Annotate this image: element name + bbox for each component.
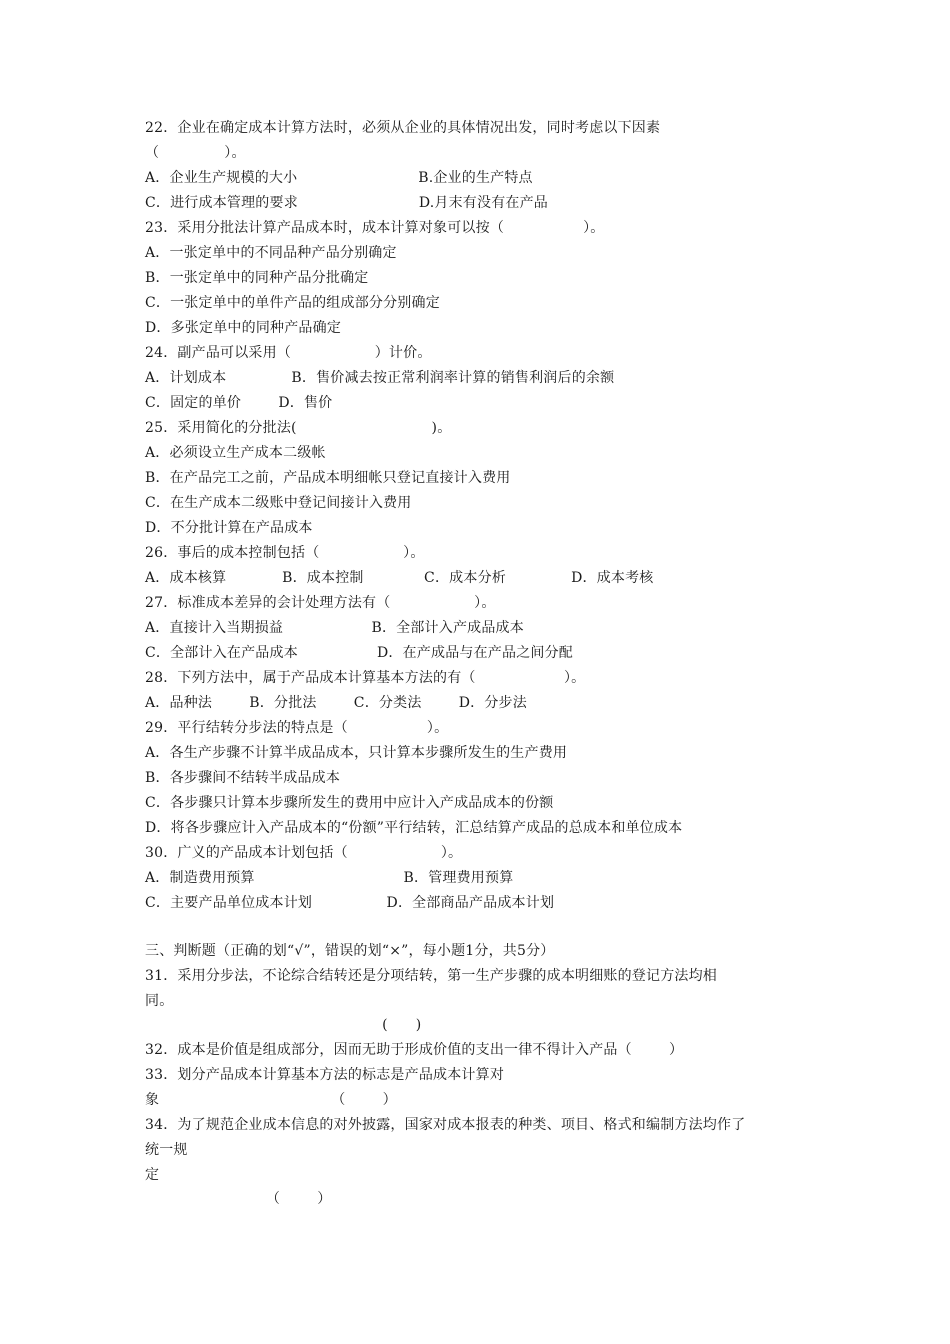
q24-options-ab: A．计划成本 B．售价减去按正常利润率计算的销售利润后的余额 xyxy=(145,370,615,386)
q30-options-cd: C．主要产品单位成本计划 D．全部商品产品成本计划 xyxy=(145,895,555,911)
q23-option-c: C．一张定单中的单件产品的组成部分分别确定 xyxy=(145,295,440,311)
q32-stem: 32．成本是价值是组成部分，因而无助于形成价值的支出一律不得计入产品（ ） xyxy=(145,1042,684,1058)
q24-options-cd: C．固定的单价 D．售价 xyxy=(145,395,333,411)
q34-answer-blank: （ ） xyxy=(145,1191,332,1207)
q23-stem: 23．采用分批法计算产品成本时，成本计算对象可以按（ ）。 xyxy=(145,220,605,236)
q23-option-d: D．多张定单中的同种产品确定 xyxy=(145,320,342,336)
q27-options-ab: A．直接计入当期损益 B．全部计入产成品成本 xyxy=(145,620,524,636)
q25-option-d: D．不分批计算在产品成本 xyxy=(145,520,313,536)
q24-stem: 24．副产品可以采用（ ）计价。 xyxy=(145,345,432,361)
q30-options-ab: A．制造费用预算 B．管理费用预算 xyxy=(145,870,514,886)
q29-stem: 29．平行结转分步法的特点是（ ）。 xyxy=(145,720,449,736)
q29-option-c: C．各步骤只计算本步骤所发生的费用中应计入产成品成本的份额 xyxy=(145,795,554,811)
q25-stem: 25．采用简化的分批法( )。 xyxy=(145,420,452,436)
q31-answer-blank: ( ) xyxy=(145,1017,422,1033)
q25-option-c: C．在生产成本二级账中登记间接计入费用 xyxy=(145,495,412,511)
q33-stem-cont: 象 （ ） xyxy=(145,1092,397,1108)
q27-stem: 27．标准成本差异的会计处理方法有（ ）。 xyxy=(145,595,496,611)
q25-option-b: B．在产品完工之前，产品成本明细帐只登记直接计入费用 xyxy=(145,470,511,486)
q29-option-d: D．将各步骤应计入产品成本的“份额”平行结转，汇总结算产成品的总成本和单位成本 xyxy=(145,820,683,836)
q23-option-a: A．一张定单中的不同品种产品分别确定 xyxy=(145,245,397,261)
q34-stem: 34．为了规范企业成本信息的对外披露，国家对成本报表的种类、项目、格式和编制方法均作了 xyxy=(145,1117,746,1133)
q31-stem: 31．采用分步法，不论综合结转还是分项结转，第一生产步骤的成本明细账的登记方法均相 xyxy=(145,968,718,984)
q29-option-b: B．各步骤间不结转半成品成本 xyxy=(145,770,341,786)
q27-options-cd: C．全部计入在产品成本 D．在产成品与在产品之间分配 xyxy=(145,645,573,661)
q23-option-b: B．一张定单中的同种产品分批确定 xyxy=(145,270,369,286)
q31-stem-cont: 同。 xyxy=(145,993,174,1009)
q29-option-a: A．各生产步骤不计算半成品成本，只计算本步骤所发生的生产费用 xyxy=(145,745,568,761)
q22-options-ab: A．企业生产规模的大小 B.企业的生产特点 xyxy=(145,170,533,186)
q34-stem-end: 定 xyxy=(145,1167,160,1183)
q33-stem: 33．划分产品成本计算基本方法的标志是产品成本计算对 xyxy=(145,1067,505,1083)
q26-stem: 26．事后的成本控制包括（ ）。 xyxy=(145,545,425,561)
q22-options-cd: C．进行成本管理的要求 D.月末有没有在产品 xyxy=(145,195,548,211)
q28-stem: 28．下列方法中，属于产品成本计算基本方法的有（ ）。 xyxy=(145,670,586,686)
q30-stem: 30．广义的产品成本计划包括（ ）。 xyxy=(145,845,463,861)
q22-stem: 22．企业在确定成本计算方法时，必须从企业的具体情况出发，同时考虑以下因素 xyxy=(145,120,661,136)
q25-option-a: A．必须设立生产成本二级帐 xyxy=(145,445,326,461)
section-3-heading: 三、判断题（正确的划“√”，错误的划“×”，每小题1分，共5分） xyxy=(145,943,555,959)
q28-options: A．品种法 B．分批法 C．分类法 D．分步法 xyxy=(145,695,527,711)
q26-options: A．成本核算 B．成本控制 C．成本分析 D．成本考核 xyxy=(145,570,654,586)
q34-stem-cont: 统一规 xyxy=(145,1142,188,1158)
q22-blank: （ ）。 xyxy=(145,145,246,161)
